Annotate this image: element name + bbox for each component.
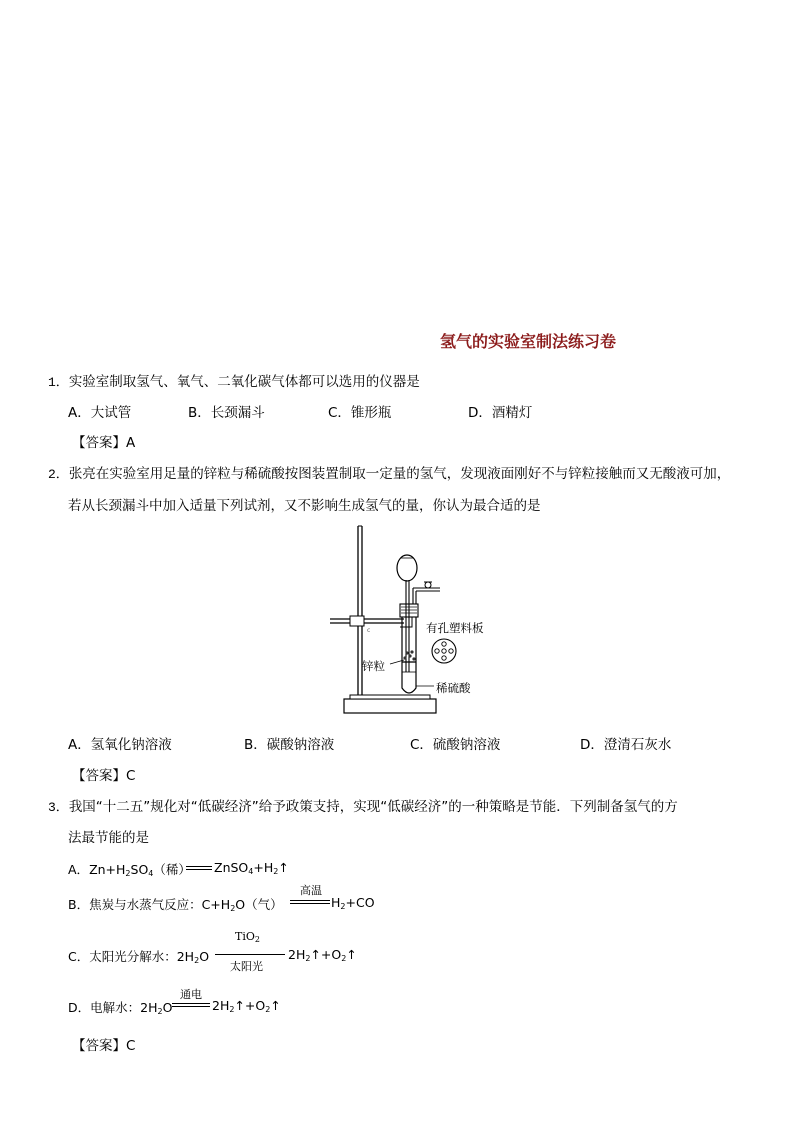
q2-answer: 【答案】C	[72, 768, 136, 784]
page-title: 氢气的实验室制法练习卷	[440, 332, 617, 351]
equals-sign	[186, 869, 212, 870]
q3-option-a: A．$Zn+H_2SO_4$（稀）	[68, 862, 191, 878]
q3-option-b-products: $H_2+CO$	[331, 895, 375, 911]
equals-sign	[172, 1003, 210, 1004]
figure-label-plate: 有孔塑料板	[426, 621, 484, 635]
condition-label: 太阳光	[230, 960, 263, 973]
question-1	[48, 370, 420, 390]
q2-option-a: A．氢氧化钠溶液	[68, 737, 172, 753]
q3-option-c: C．太阳光分解水：$2H_2O$	[68, 949, 210, 965]
q1-option-b: B．长颈漏斗	[188, 405, 265, 421]
q2-option-d: D．澄清石灰水	[580, 737, 672, 753]
q1-option-a: A．大试管	[68, 405, 132, 421]
q3-option-a-products: $ZnSO_4+H_2↑$	[214, 860, 289, 876]
equals-sign	[290, 900, 330, 901]
q1-option-c: C．锥形瓶	[328, 405, 392, 421]
figure-label-acid: 稀硫酸	[436, 681, 471, 695]
q3-option-c-products: $2H_2↑+O_2↑$	[288, 947, 357, 963]
question-number: 1．	[48, 375, 69, 390]
question-number: 2．	[48, 467, 69, 482]
question-3-line-2: 法最节能的是	[68, 830, 149, 846]
question-stem: 张亮在实验室用足量的锌粒与稀硫酸按图装置制取一定量的氢气，发现液面刚好不与锌粒接触而又无酸液可加，	[68, 466, 731, 482]
question-stem: 实验室制取氢气、氧气、二氧化碳气体都可以选用的仪器是	[68, 374, 420, 390]
q3-option-d-products: $2H_2↑+O_2↑$	[212, 998, 281, 1014]
condition-label: 通电	[180, 988, 202, 1001]
question-3-line-1	[48, 795, 678, 815]
question-2-line-2: 若从长颈漏斗中加入适量下列试剂，又不影响生成氢气的量，你认为最合适的是	[68, 498, 541, 514]
equals-sign	[186, 866, 212, 867]
q3-answer: 【答案】C	[72, 1038, 136, 1054]
q2-option-b: B．碳酸钠溶液	[244, 737, 335, 753]
equals-sign	[290, 903, 330, 904]
condition-label: 高温	[300, 884, 322, 897]
reaction-line	[215, 954, 285, 955]
q3-option-d: D．电解水：$2H_2O$	[68, 1000, 173, 1016]
question-stem: 我国“十二五”规化对“低碳经济”给予政策支持，实现“低碳经济”的一种策略是节能．下列制备氢气的方	[68, 799, 678, 815]
q3-option-b: B．焦炭与水蒸气反应：$C+H_2O$（气）	[68, 897, 283, 913]
figure-label-zinc: 锌粒	[362, 659, 385, 673]
svg-text:c: c	[367, 627, 371, 634]
equals-sign	[172, 1006, 210, 1007]
q1-answer: 【答案】A	[72, 435, 136, 451]
question-2-line-1	[48, 462, 730, 482]
question-number: 3．	[48, 800, 69, 815]
catalyst-label: TiO$_2$	[235, 930, 260, 944]
q1-option-d: D．酒精灯	[468, 405, 533, 421]
q2-option-c: C．硫酸钠溶液	[410, 737, 501, 753]
